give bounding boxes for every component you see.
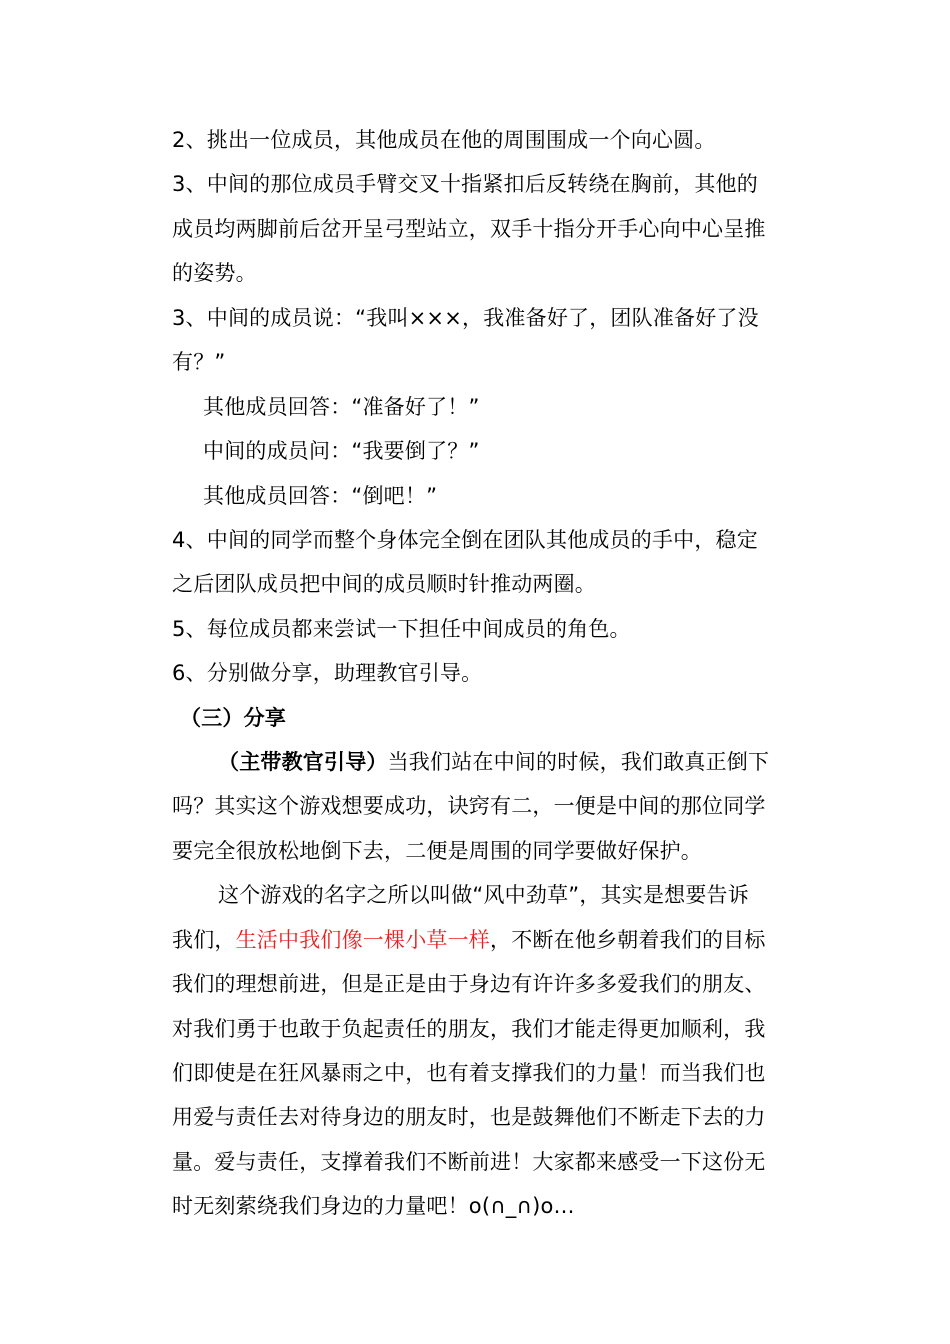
step-3-line-3: 的姿势。	[172, 261, 257, 285]
para2-line-7: 量。爱与责任，支撑着我们不断前进！大家都来感受一下这份无	[172, 1150, 766, 1174]
step-3-line-2: 成员均两脚前后岔开呈弓型站立，双手十指分开手心向中心呈推	[172, 217, 766, 241]
dialogue-line-2: 中间的成员问：“我要倒了？”	[203, 439, 480, 463]
step-6-line: 6、分别做分享，助理教官引导。	[172, 661, 483, 685]
para2-line-1: 这个游戏的名字之所以叫做“风中劲草”，其实是想要告诉	[218, 883, 749, 907]
step-3b-line-2: 有？”	[172, 350, 226, 374]
para1-line-1-rest: 当我们站在中间的时候，我们敢真正倒下	[387, 750, 770, 774]
para2-line-2-start: 我们，	[172, 928, 236, 952]
section-heading: （三）分享	[180, 706, 286, 730]
para1-line-3: 要完全很放松地倒下去，二便是周围的同学要做好保护。	[172, 839, 702, 863]
para1-line-2: 吗？其实这个游戏想要成功，诀窍有二，一便是中间的那位同学	[172, 794, 766, 818]
step-5-line: 5、每位成员都来尝试一下担任中间成员的角色。	[172, 617, 631, 641]
para2-line-3: 我们的理想前进，但是正是由于身边有许许多多爱我们的朋友、	[172, 972, 766, 996]
step-4-line-1: 4、中间的同学而整个身体完全倒在团队其他成员的手中，稳定	[172, 528, 758, 552]
para1-line-1	[218, 747, 769, 777]
dialogue-line-3: 其他成员回答：“倒吧！”	[203, 484, 438, 508]
step-3b-line-1: 3、中间的成员说：“我叫×××，我准备好了，团队准备好了没	[172, 306, 759, 330]
step-3-line-1: 3、中间的那位成员手臂交叉十指紧扣后反转绕在胸前，其他的	[172, 172, 758, 196]
highlighted-phrase: 生活中我们像一棵小草一样	[235, 928, 491, 952]
para2-line-5: 们即使是在狂风暴雨之中，也有着支撑我们的力量！而当我们也	[172, 1061, 766, 1085]
para2-line-2	[172, 925, 766, 955]
para2-line-2-end: ，不断在他乡朝着我们的目标	[490, 928, 766, 952]
para2-line-6: 用爱与责任去对待身边的朋友时，也是鼓舞他们不断走下去的力	[172, 1105, 766, 1129]
step-4-line-2: 之后团队成员把中间的成员顺时针推动两圈。	[172, 572, 596, 596]
para2-line-8: 时无刻萦绕我们身边的力量吧！o(∩_∩)o…	[172, 1194, 575, 1218]
dialogue-line-1: 其他成员回答：“准备好了！”	[203, 395, 480, 419]
para1-bold-lead: （主带教官引导）	[218, 750, 388, 774]
para2-line-4: 对我们勇于也敢于负起责任的朋友，我们才能走得更加顺利，我	[172, 1017, 766, 1041]
step-2-line: 2、挑出一位成员，其他成员在他的周围围成一个向心圆。	[172, 128, 716, 152]
